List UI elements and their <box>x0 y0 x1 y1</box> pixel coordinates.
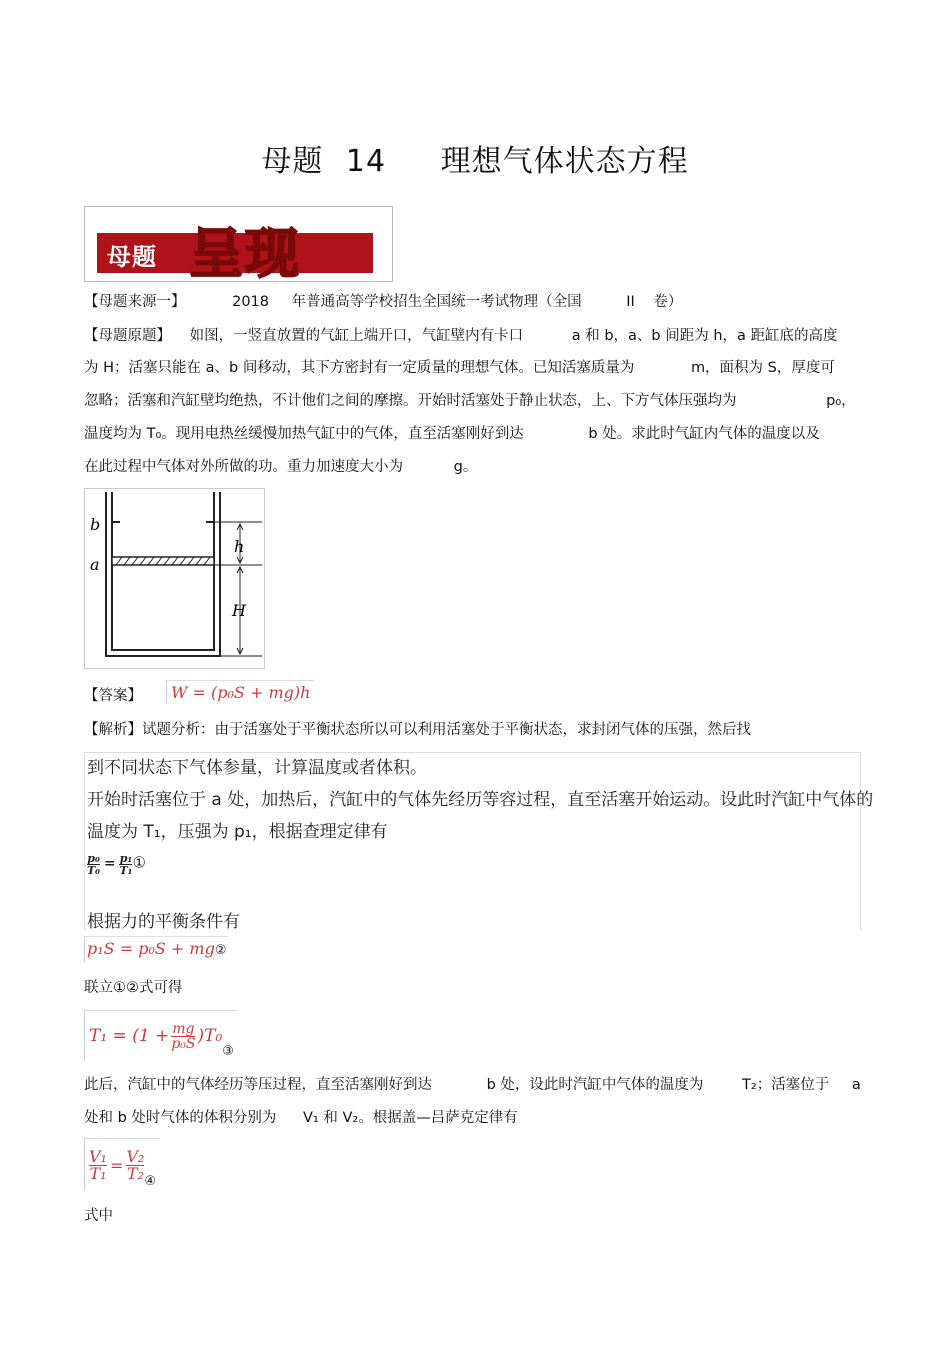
title-text: 理想气体状态方程 <box>440 144 689 179</box>
source-end: 卷） <box>653 294 683 310</box>
problem-line-5: 在此过程中气体对外所做的功。重力加速度大小为 g。 <box>84 459 478 475</box>
page-title <box>0 136 950 180</box>
shot-line-1: 到不同状态下气体参量，计算温度或者体积。 <box>87 758 427 778</box>
analysis-label: 【解析】 <box>84 722 142 738</box>
problem-label: 【母题原题】 <box>84 328 171 344</box>
banner-bar <box>97 222 373 285</box>
problem-line-4: 温度均为 T₀。现用电热丝缓慢加热气缸中的气体，直至活塞刚好到达 b 处。求此时气缸内气体的温度以及 <box>84 426 820 442</box>
answer-formula: W = (p₀S + mg)h <box>166 680 314 704</box>
section-banner <box>84 206 393 285</box>
banner-small-text: 母题 <box>107 243 157 271</box>
label-a: a <box>90 555 100 574</box>
equation-4: $\frac{\text{V₁}}{\text{T₁}}$ = $\frac{\text{V₂}}{\text{T₂}}$ ④ <box>84 1138 160 1191</box>
label-H: H <box>232 601 246 620</box>
source-year: 2018 <box>232 294 270 310</box>
source-text: 年普通高等学校招生全国统一考试物理（全国 <box>291 294 582 310</box>
analysis-line <box>84 720 751 740</box>
equation-3: T₁ = (1 + $\frac{mg}{\text{p₀S}}$ )T₀ ③ <box>84 1010 238 1061</box>
problem-line-3: 忽略；活塞和汽缸壁均绝热，不计他们之间的摩擦。开始时活塞处于静止状态，上、下方气体压强均为 p₀， <box>84 393 856 409</box>
title-part1: 母题 <box>261 144 324 179</box>
tail-text: 式中 <box>84 1208 113 1224</box>
problem-line-1: 【母题原题】 如图，一竖直放置的气缸上端开口，气缸壁内有卡口 a 和 b，a、b 间距为 h，a 距缸底的高度 <box>84 328 838 344</box>
shot-line-4: 根据力的平衡条件有 <box>87 912 240 932</box>
source-label: 【母题来源一】 <box>84 294 186 310</box>
cylinder-diagram <box>84 488 266 670</box>
source-line <box>84 292 682 312</box>
answer-label: 【答案】 <box>84 688 142 704</box>
banner-big-text: 呈现 <box>189 222 301 285</box>
analysis-text: 试题分析：由于活塞处于平衡状态所以可以利用活塞处于平衡状态，求封闭气体的压强，然后找 <box>142 722 751 738</box>
shot-line-3: 温度为 T₁，压强为 p₁，根据查理定律有 <box>87 822 388 842</box>
embedded-solution-image <box>84 752 874 932</box>
label-h: h <box>234 537 245 556</box>
title-number: 14 <box>345 144 387 179</box>
combine-text: 联立①②式可得 <box>84 980 183 996</box>
after-line-1: 此后，汽缸中的气体经历等压过程，直至活塞刚好到达 b 处，设此时汽缸中气体的温度为 T₂；活塞位于 a <box>84 1077 861 1093</box>
shot-line-2: 开始时活塞位于 a 处，加热后，汽缸中的气体先经历等容过程，直至活塞开始运动。设此时汽缸中气体的 <box>87 790 874 810</box>
problem-line-2: 为 H；活塞只能在 a、b 间移动，其下方密封有一定质量的理想气体。已知活塞质量为 m，面积为 S，厚度可 <box>84 360 835 376</box>
source-volume: II <box>626 294 635 310</box>
label-b: b <box>90 515 101 534</box>
after-line-2: 处和 b 处时气体的体积分别为 V₁ 和 V₂。根据盖—吕萨克定律有 <box>84 1110 518 1126</box>
equation-1: $\frac{\text{p₀}}{\text{T₀}}$ = $\frac{\text{p₁}}{\text{T₁}}$ ① <box>87 852 146 877</box>
equation-2: p₁S = p₀S + mg② <box>84 936 228 962</box>
